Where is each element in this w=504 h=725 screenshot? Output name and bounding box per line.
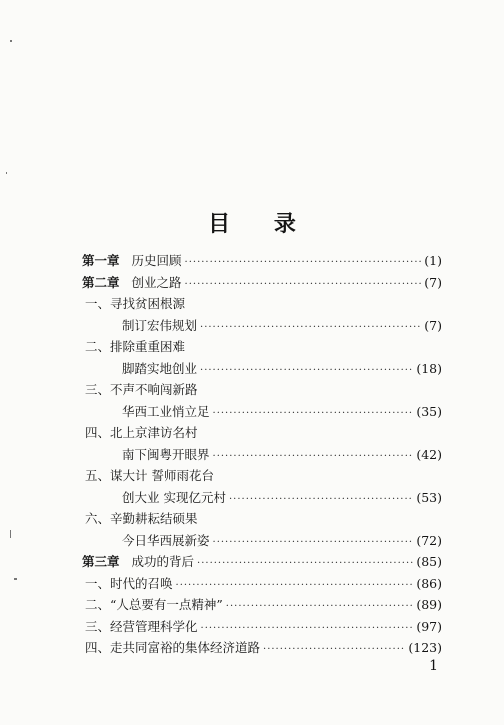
toc-entry-label: 四、北上京津访名村	[85, 425, 198, 440]
toc-entry-label: 四、走共同富裕的集体经济道路	[85, 640, 261, 655]
toc-entry-label: 华西工业悄立足	[122, 403, 210, 419]
toc-entry-page: (72)	[416, 532, 442, 548]
toc-entry-page: (7)	[424, 274, 442, 290]
toc-entry-subsection[interactable]	[82, 316, 442, 338]
toc-entry-label: 今日华西展新姿	[122, 532, 210, 548]
toc-entry-label: 第一章 历史回顾	[82, 253, 182, 268]
dot-leader	[185, 279, 422, 290]
toc-entry-page: (85)	[416, 554, 442, 569]
toc-entry-page: (97)	[416, 618, 442, 634]
toc-entry-page: (1)	[424, 253, 442, 268]
dot-leader	[213, 408, 414, 419]
toc-entry-label: 脚踏实地创业	[122, 360, 198, 376]
page-number: 1	[429, 658, 438, 674]
toc-entry-page: (35)	[416, 403, 442, 419]
dot-leader	[200, 365, 413, 376]
scan-speck	[6, 172, 7, 174]
toc-entry-section[interactable]	[82, 638, 442, 660]
toc-entry-subsection[interactable]	[82, 488, 442, 510]
table-of-contents	[82, 251, 442, 660]
toc-entry-label: 南下闽粤开眼界	[122, 446, 210, 462]
toc-entry-section[interactable]	[82, 509, 442, 531]
toc-entry-chapter-2[interactable]	[82, 273, 442, 295]
toc-entry-label: 第二章 创业之路	[82, 274, 182, 290]
toc-entry-section[interactable]	[82, 466, 442, 488]
scan-speck	[10, 40, 12, 42]
toc-entry-section[interactable]	[82, 337, 442, 359]
toc-entry-label: 一、寻找贫困根源	[85, 296, 186, 311]
toc-entry-label: 第三章 成功的背后	[82, 554, 195, 569]
dot-leader	[213, 537, 414, 548]
toc-entry-label: 三、不声不响闯新路	[85, 382, 198, 397]
toc-entry-page: (89)	[416, 597, 442, 612]
toc-entry-subsection[interactable]	[82, 531, 442, 553]
toc-entry-page: (42)	[416, 446, 442, 462]
toc-entry-section[interactable]	[82, 574, 442, 596]
toc-entry-page: (53)	[416, 489, 442, 505]
toc-entry-section[interactable]	[82, 423, 442, 445]
toc-entry-chapter-3[interactable]	[82, 552, 442, 574]
dot-leader	[201, 623, 414, 634]
toc-entry-subsection[interactable]	[82, 402, 442, 424]
toc-entry-label: 二、“人总要有一点精神”	[85, 597, 223, 612]
dot-leader	[176, 580, 414, 591]
toc-entry-section[interactable]	[82, 294, 442, 316]
toc-entry-page: (18)	[416, 360, 442, 376]
toc-entry-page: (86)	[416, 575, 442, 591]
toc-entry-label: 六、辛勤耕耘结硕果	[85, 511, 198, 526]
toc-entry-page: (7)	[424, 317, 442, 333]
dot-leader	[263, 644, 405, 655]
toc-entry-chapter-1[interactable]	[82, 251, 442, 273]
toc-entry-section[interactable]	[82, 617, 442, 639]
page-title: 目 录	[208, 212, 314, 237]
dot-leader	[226, 601, 414, 612]
toc-entry-label: 制订宏伟规划	[122, 317, 198, 333]
toc-entry-label: 五、谋大计 誓师雨花台	[85, 468, 214, 483]
toc-entry-subsection[interactable]	[82, 359, 442, 381]
toc-entry-section[interactable]	[82, 380, 442, 402]
dot-leader	[185, 257, 422, 268]
toc-entry-page: (123)	[408, 640, 442, 655]
toc-entry-label: 创大业 实现亿元村	[122, 489, 226, 505]
scan-speck	[10, 530, 11, 538]
dot-leader	[213, 451, 414, 462]
toc-entry-label: 一、时代的召唤	[85, 575, 173, 591]
scan-speck	[14, 578, 17, 580]
toc-entry-label: 二、排除重重困难	[85, 339, 186, 354]
toc-entry-subsection[interactable]	[82, 445, 442, 467]
toc-entry-label: 三、经营管理科学化	[85, 618, 198, 634]
toc-entry-section[interactable]	[82, 595, 442, 617]
dot-leader	[200, 322, 421, 333]
dot-leader	[197, 558, 413, 569]
dot-leader	[229, 494, 413, 505]
